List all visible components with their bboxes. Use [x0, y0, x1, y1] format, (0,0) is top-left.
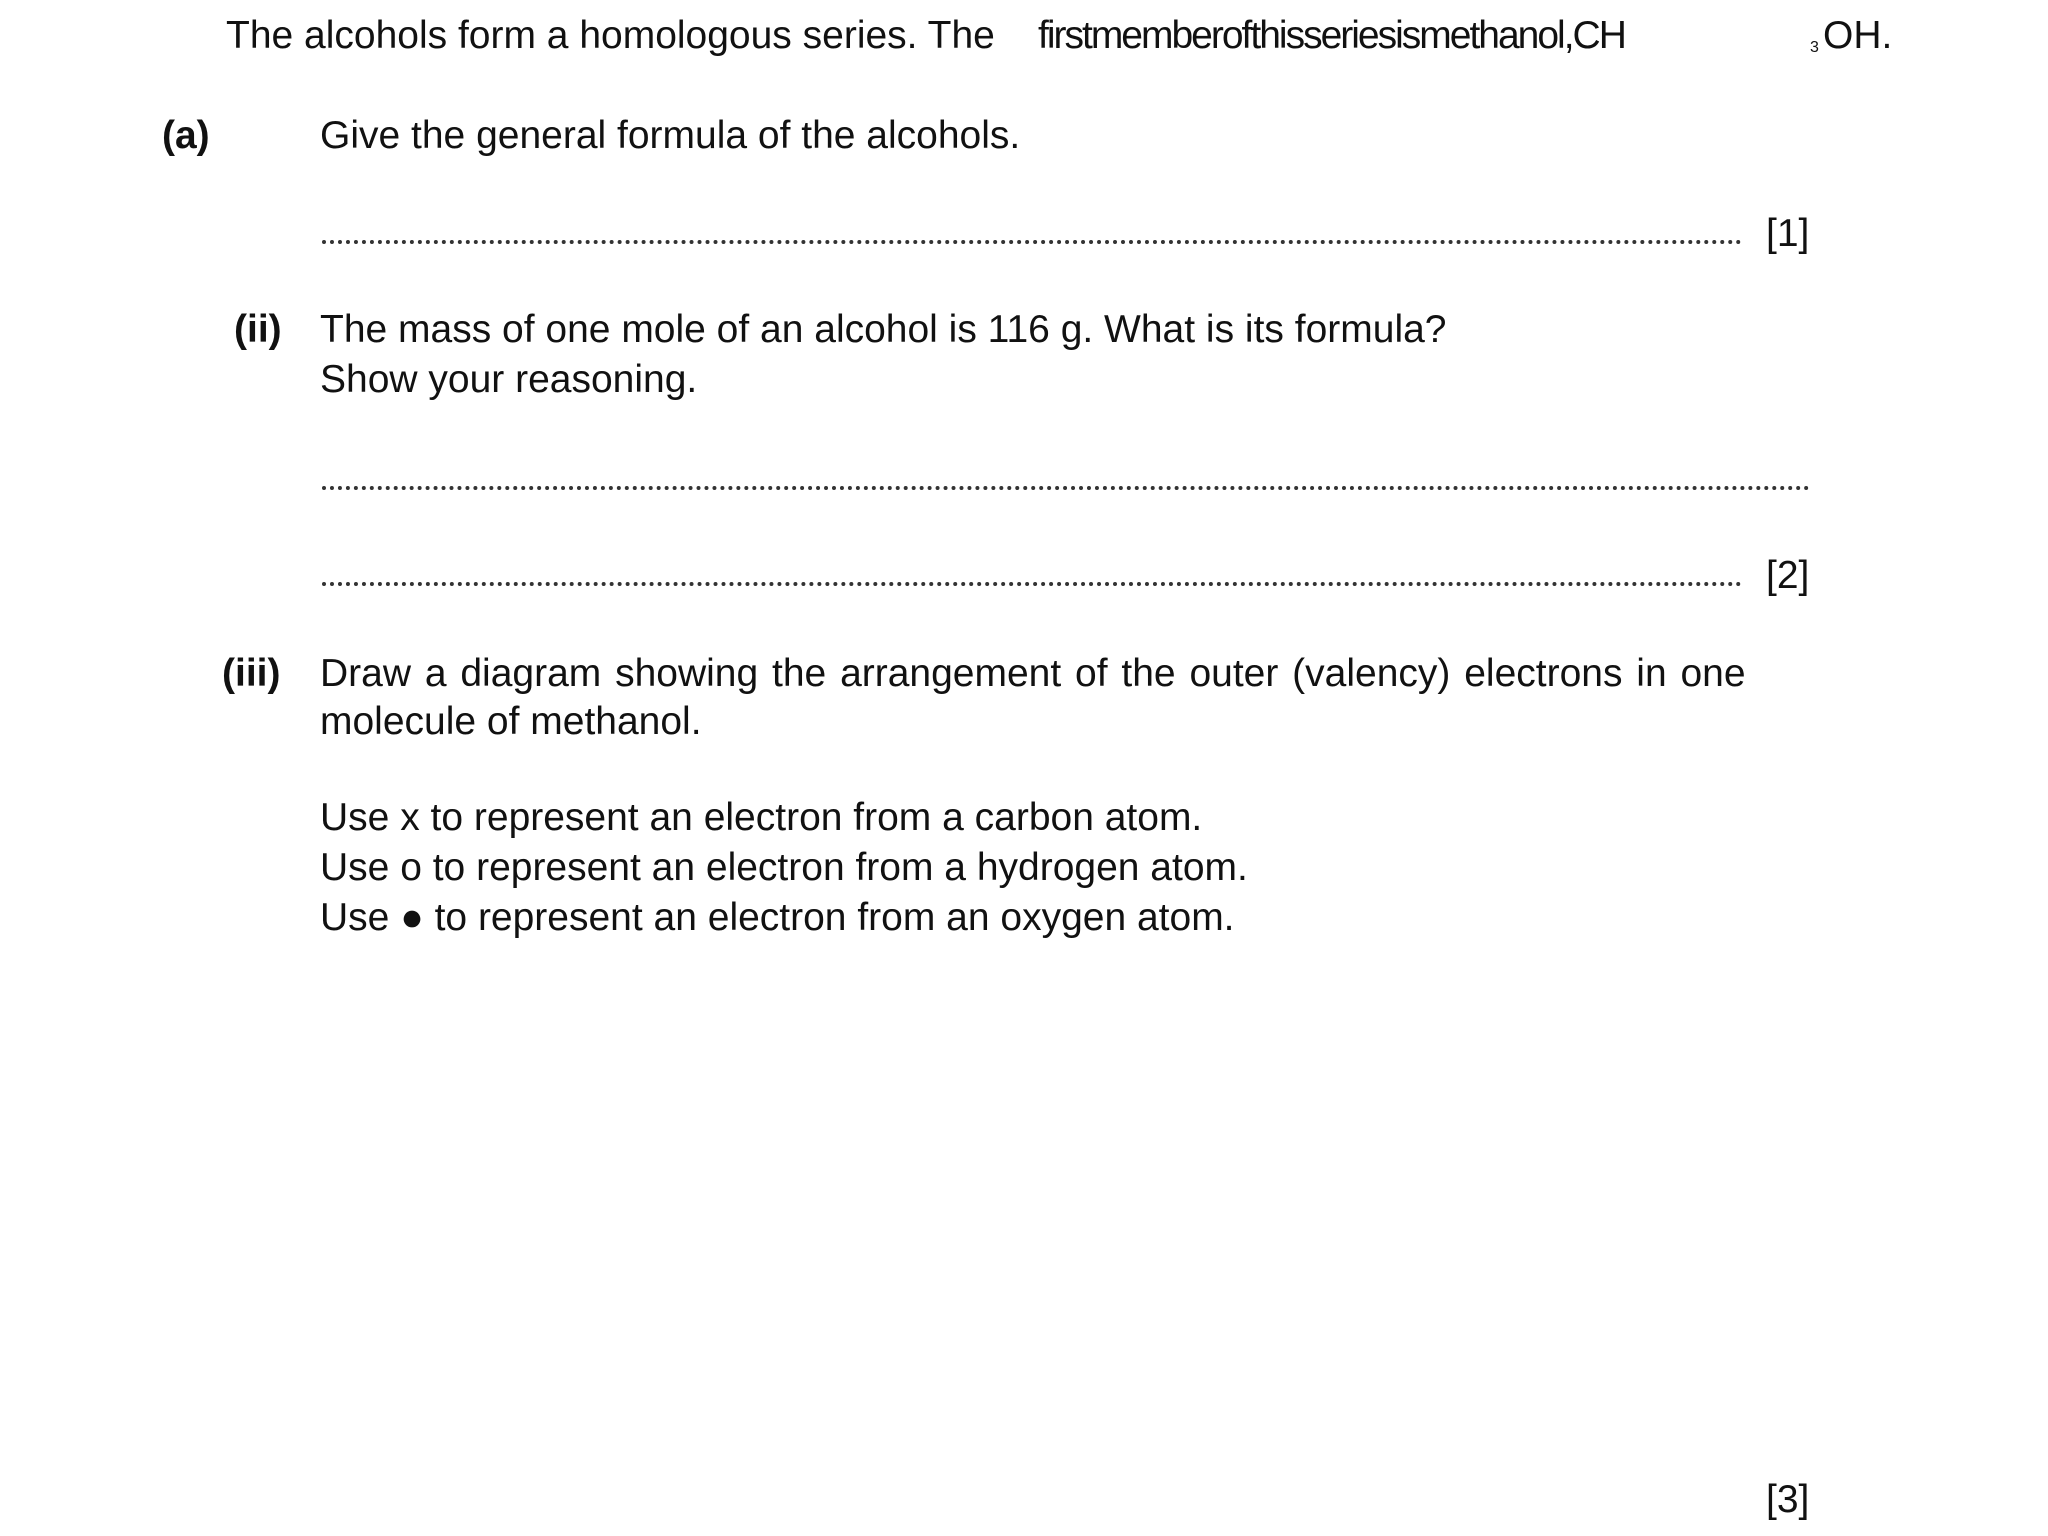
answer-line-ii-2[interactable]	[322, 582, 1742, 586]
part-ii-mark: [2]	[1766, 554, 1810, 597]
intro-subscript: 3	[1810, 39, 1819, 56]
key-carbon: Use x to represent an electron from a carbon atom.	[320, 796, 1203, 839]
part-ii-line1: The mass of one mole of an alcohol is 116 g. What is its formula?	[320, 308, 1447, 351]
part-a-mark: [1]	[1766, 212, 1810, 255]
intro-text-squashed: firstmemberofthisseriesismethanol,CH	[1038, 14, 1625, 57]
part-iii-line2: molecule of methanol.	[320, 700, 702, 743]
part-a-question: Give the general formula of the alcohols.	[320, 114, 1021, 157]
key-hydrogen: Use o to represent an electron from a hydrogen atom.	[320, 846, 1248, 889]
part-iii-label: (iii)	[222, 652, 281, 695]
intro-text-end: OH.	[1823, 14, 1893, 57]
part-iii-mark: [3]	[1766, 1478, 1810, 1521]
part-ii-line2: Show your reasoning.	[320, 358, 698, 401]
diagram-drawing-area[interactable]	[320, 960, 1808, 1460]
part-ii-label: (ii)	[234, 308, 282, 351]
key-oxygen: Use ● to represent an electron from an oxygen atom.	[320, 896, 1235, 939]
answer-line-a[interactable]	[322, 240, 1742, 244]
part-a-label: (a)	[162, 114, 210, 157]
intro-text-start: The alcohols form a homologous series. The	[226, 14, 995, 57]
part-iii-line1: Draw a diagram showing the arrangement of the outer (valency) electrons in one	[320, 652, 1746, 695]
answer-line-ii-1[interactable]	[322, 486, 1810, 490]
